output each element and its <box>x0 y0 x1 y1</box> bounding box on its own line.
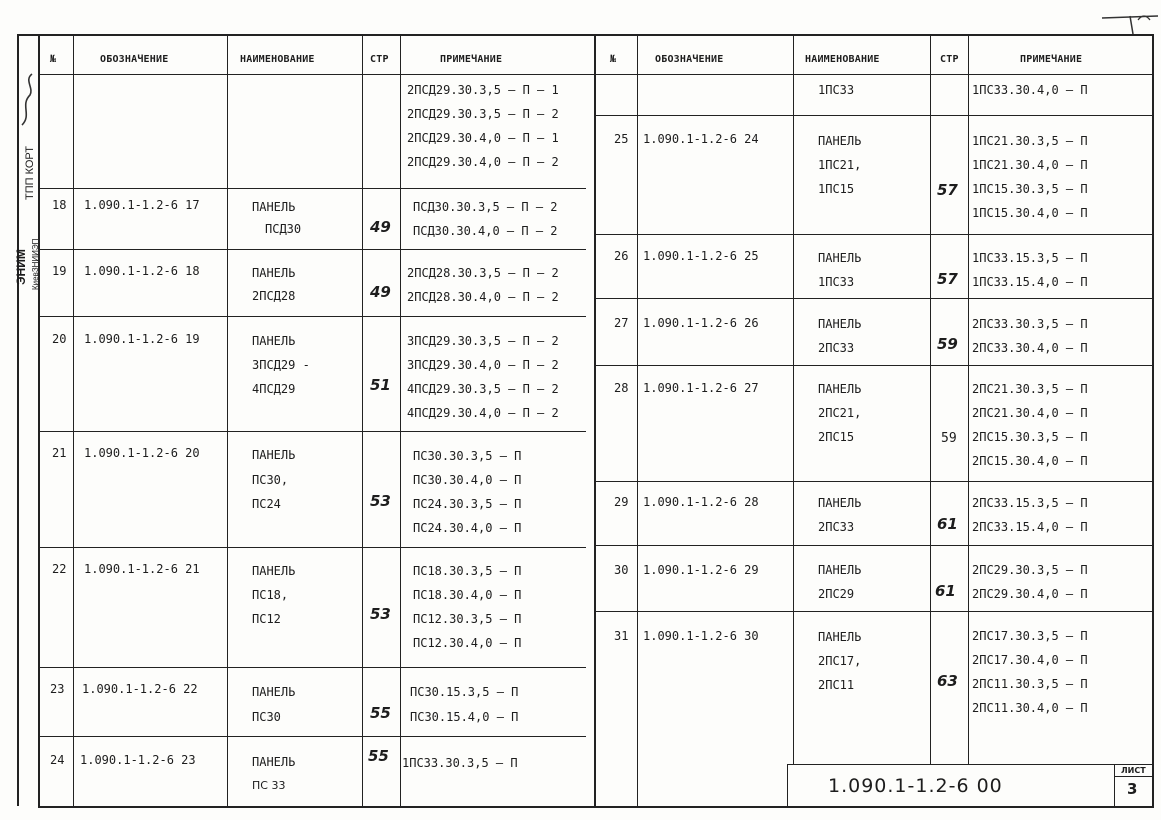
name-cell: 2ПС29 <box>818 587 855 601</box>
left-col-line-1 <box>73 34 74 806</box>
right-header-num: № <box>610 54 617 65</box>
left-row-sep <box>38 736 586 737</box>
row-number: 24 <box>50 753 65 767</box>
stamp-sheet-cell-border <box>1114 764 1115 806</box>
designation-cell: 1.090.1-1.2-6 30 <box>643 629 759 643</box>
name-cell: ПС 33 <box>252 779 286 792</box>
left-row-sep <box>38 316 586 317</box>
right-col-line-1 <box>637 34 638 806</box>
right-row-sep <box>596 298 1152 299</box>
page-cell: 55 <box>370 704 391 722</box>
row-number: 18 <box>52 198 67 212</box>
designation-cell: 1.090.1-1.2-6 21 <box>84 562 200 576</box>
name-cell: ПАНЕЛЬ <box>252 200 296 214</box>
right-row-sep <box>596 115 1152 116</box>
right-border <box>1152 34 1154 808</box>
name-cell: 2ПС33 <box>818 341 855 355</box>
note-cell: ПС24.30.4,0 – П <box>413 521 522 535</box>
name-cell: ПАНЕЛЬ <box>818 630 862 644</box>
page-cell: 51 <box>370 376 391 394</box>
left-header-note: ПРИМЕЧАНИЕ <box>440 54 503 65</box>
note-cell: 2ПСД29.30.4,0 – П – 1 <box>407 131 559 145</box>
right-header-name: НАИМЕНОВАНИЕ <box>805 54 880 65</box>
right-header-page: СТР <box>940 54 959 65</box>
designation-cell: 1.090.1-1.2-6 26 <box>643 316 759 330</box>
page-cell: 63 <box>937 672 958 690</box>
name-cell: ПС30 <box>252 710 281 724</box>
row-number: 26 <box>614 249 629 263</box>
right-row-sep <box>596 545 1152 546</box>
note-cell: 1ПС33.15.3,5 – П <box>972 251 1088 265</box>
note-cell: 1ПС15.30.3,5 – П <box>972 182 1088 196</box>
name-cell: ПАНЕЛЬ <box>818 563 862 577</box>
left-header-name: НАИМЕНОВАНИЕ <box>240 54 315 65</box>
designation-cell: 1.090.1-1.2-6 27 <box>643 381 759 395</box>
name-cell: 2ПС33 <box>818 520 855 534</box>
designation-cell: 1.090.1-1.2-6 18 <box>84 264 200 278</box>
left-col-line-2 <box>227 34 228 806</box>
name-cell: 1ПС33 <box>818 83 855 97</box>
right-header-designation: ОБОЗНАЧЕНИЕ <box>655 54 724 65</box>
center-divider <box>594 34 596 808</box>
page-cell: 49 <box>370 218 391 236</box>
page-cell: 57 <box>937 181 958 199</box>
designation-cell: 1.090.1-1.2-6 20 <box>84 446 200 460</box>
name-cell: ПАНЕЛЬ <box>818 382 862 396</box>
note-cell: ПСД30.30.4,0 – П – 2 <box>413 224 558 238</box>
right-header-note: ПРИМЕЧАНИЕ <box>1020 54 1083 65</box>
designation-cell: 1.090.1-1.2-6 29 <box>643 563 759 577</box>
note-cell: 2ПСД29.30.4,0 – П – 2 <box>407 155 559 169</box>
name-cell: ПСД30 <box>265 222 302 236</box>
left-row-sep <box>38 188 586 189</box>
right-row-sep <box>596 365 1152 366</box>
note-cell: ПС24.30.3,5 – П <box>413 497 522 511</box>
left-row-sep <box>38 431 586 432</box>
row-number: 27 <box>614 316 629 330</box>
note-cell: 2ПС29.30.4,0 – П <box>972 587 1088 601</box>
name-cell: ПАНЕЛЬ <box>252 564 296 578</box>
pencil-mark-icon <box>1100 6 1160 36</box>
left-col-line-3 <box>362 34 363 806</box>
name-cell: ПАНЕЛЬ <box>252 448 296 462</box>
stamp-left-border <box>787 764 788 806</box>
note-cell: 2ПС21.30.4,0 – П <box>972 406 1088 420</box>
note-cell: 4ПСД29.30.4,0 – П – 2 <box>407 406 559 420</box>
left-col-line-4 <box>400 34 401 806</box>
name-cell: 2ПСД28 <box>252 289 296 303</box>
note-cell: 2ПС29.30.3,5 – П <box>972 563 1088 577</box>
designation-cell: 1.090.1-1.2-6 19 <box>84 332 200 346</box>
name-cell: 2ПС15 <box>818 430 855 444</box>
name-cell: 2ПС17, <box>818 654 862 668</box>
note-cell: ПС30.15.4,0 – П <box>410 710 519 724</box>
note-cell: 2ПСД28.30.3,5 – П – 2 <box>407 266 559 280</box>
note-cell: 2ПСД29.30.3,5 – П – 1 <box>407 83 559 97</box>
side-org-label: ЭНИМ <box>14 249 28 285</box>
signature-mark-icon <box>18 70 38 130</box>
name-cell: ПАНЕЛЬ <box>252 685 296 699</box>
note-cell: ПС12.30.4,0 – П <box>413 636 522 650</box>
page-cell: 59 <box>941 431 957 446</box>
name-cell: ПС18, <box>252 588 289 602</box>
name-cell: ПАНЕЛЬ <box>252 266 296 280</box>
left-header-designation: ОБОЗНАЧЕНИЕ <box>100 54 169 65</box>
designation-cell: 1.090.1-1.2-6 24 <box>643 132 759 146</box>
left-header-page: СТР <box>370 54 389 65</box>
right-row-sep <box>596 234 1152 235</box>
side-org-label: ТПП КОРТ <box>24 146 36 200</box>
right-col-line-2 <box>793 34 794 764</box>
note-cell: 1ПС15.30.4,0 – П <box>972 206 1088 220</box>
designation-cell: 1.090.1-1.2-6 17 <box>84 198 200 212</box>
row-number: 23 <box>50 682 65 696</box>
designation-cell: 1.090.1-1.2-6 25 <box>643 249 759 263</box>
note-cell: 1ПС33.30.4,0 – П <box>972 83 1088 97</box>
note-cell: ПС18.30.3,5 – П <box>413 564 522 578</box>
name-cell: ПАНЕЛЬ <box>818 134 862 148</box>
header-separator <box>38 74 1152 75</box>
page-cell: 53 <box>370 605 391 623</box>
name-cell: ПАНЕЛЬ <box>252 755 296 769</box>
row-number: 31 <box>614 629 629 643</box>
name-cell: 1ПС21, <box>818 158 862 172</box>
page-cell: 55 <box>368 747 389 765</box>
row-number: 22 <box>52 562 67 576</box>
name-cell: ПАНЕЛЬ <box>818 251 862 265</box>
note-cell: 2ПС17.30.3,5 – П <box>972 629 1088 643</box>
page-cell: 49 <box>370 283 391 301</box>
row-number: 28 <box>614 381 629 395</box>
row-number: 30 <box>614 563 629 577</box>
note-cell: 2ПС33.15.3,5 – П <box>972 496 1088 510</box>
name-cell: ПС30, <box>252 473 289 487</box>
designation-cell: 1.090.1-1.2-6 22 <box>82 682 198 696</box>
note-cell: 2ПС15.30.3,5 – П <box>972 430 1088 444</box>
note-cell: 2ПС15.30.4,0 – П <box>972 454 1088 468</box>
page-cell: 61 <box>935 582 956 600</box>
left-margin-border <box>17 34 19 806</box>
row-number: 19 <box>52 264 67 278</box>
designation-cell: 1.090.1-1.2-6 28 <box>643 495 759 509</box>
note-cell: 2ПС17.30.4,0 – П <box>972 653 1088 667</box>
name-cell: 1ПС33 <box>818 275 855 289</box>
note-cell: 2ПСД29.30.3,5 – П – 2 <box>407 107 559 121</box>
name-cell: 1ПС15 <box>818 182 855 196</box>
row-number: 20 <box>52 332 67 346</box>
sheet-label: ЛИСТ <box>1121 766 1146 775</box>
page-cell: 57 <box>937 270 958 288</box>
row-number: 21 <box>52 446 67 460</box>
top-border <box>17 34 1154 36</box>
right-row-sep <box>596 611 1152 612</box>
bottom-border <box>38 806 1154 808</box>
stamp-top-border <box>787 764 1152 765</box>
note-cell: 2ПС33.30.3,5 – П <box>972 317 1088 331</box>
name-cell: 3ПСД29 - <box>252 358 310 372</box>
name-cell: 2ПС11 <box>818 678 855 692</box>
note-cell: 1ПС21.30.3,5 – П <box>972 134 1088 148</box>
left-header-num: № <box>50 54 57 65</box>
right-row-sep <box>596 481 1152 482</box>
note-cell: 2ПС21.30.3,5 – П <box>972 382 1088 396</box>
name-cell: ПАНЕЛЬ <box>818 317 862 331</box>
stamp-sheet-label-border <box>1114 776 1152 777</box>
side-org-label: КиевЗНИИЭП <box>31 238 40 290</box>
left-row-sep <box>38 249 586 250</box>
note-cell: 3ПСД29.30.4,0 – П – 2 <box>407 358 559 372</box>
name-cell: ПС12 <box>252 612 281 626</box>
page-cell: 61 <box>937 515 958 533</box>
note-cell: 1ПС21.30.4,0 – П <box>972 158 1088 172</box>
note-cell: 2ПСД28.30.4,0 – П – 2 <box>407 290 559 304</box>
document-code: 1.090.1-1.2-6 00 <box>828 775 1003 797</box>
name-cell: ПАНЕЛЬ <box>252 334 296 348</box>
note-cell: 1ПС33.15.4,0 – П <box>972 275 1088 289</box>
note-cell: 3ПСД29.30.3,5 – П – 2 <box>407 334 559 348</box>
left-row-sep <box>38 547 586 548</box>
right-col-line-4 <box>968 34 969 764</box>
left-row-sep <box>38 667 586 668</box>
row-number: 29 <box>614 495 629 509</box>
name-cell: 2ПС21, <box>818 406 862 420</box>
note-cell: ПС18.30.4,0 – П <box>413 588 522 602</box>
note-cell: ПС30.30.3,5 – П <box>413 449 522 463</box>
left-margin-inner-border <box>38 34 40 806</box>
sheet-number: 3 <box>1127 780 1138 798</box>
note-cell: 2ПС11.30.3,5 – П <box>972 677 1088 691</box>
note-cell: 4ПСД29.30.3,5 – П – 2 <box>407 382 559 396</box>
note-cell: 2ПС11.30.4,0 – П <box>972 701 1088 715</box>
note-cell: 2ПС33.15.4,0 – П <box>972 520 1088 534</box>
right-col-line-3 <box>930 34 931 764</box>
note-cell: 1ПС33.30.3,5 – П <box>402 756 518 770</box>
page-cell: 59 <box>937 335 958 353</box>
note-cell: ПСД30.30.3,5 – П – 2 <box>413 200 558 214</box>
name-cell: 4ПСД29 <box>252 382 296 396</box>
note-cell: ПС12.30.3,5 – П <box>413 612 522 626</box>
note-cell: 2ПС33.30.4,0 – П <box>972 341 1088 355</box>
page-cell: 53 <box>370 492 391 510</box>
designation-cell: 1.090.1-1.2-6 23 <box>80 753 196 767</box>
note-cell: ПС30.30.4,0 – П <box>413 473 522 487</box>
name-cell: ПС24 <box>252 497 281 511</box>
row-number: 25 <box>614 132 629 146</box>
note-cell: ПС30.15.3,5 – П <box>410 685 519 699</box>
name-cell: ПАНЕЛЬ <box>818 496 862 510</box>
